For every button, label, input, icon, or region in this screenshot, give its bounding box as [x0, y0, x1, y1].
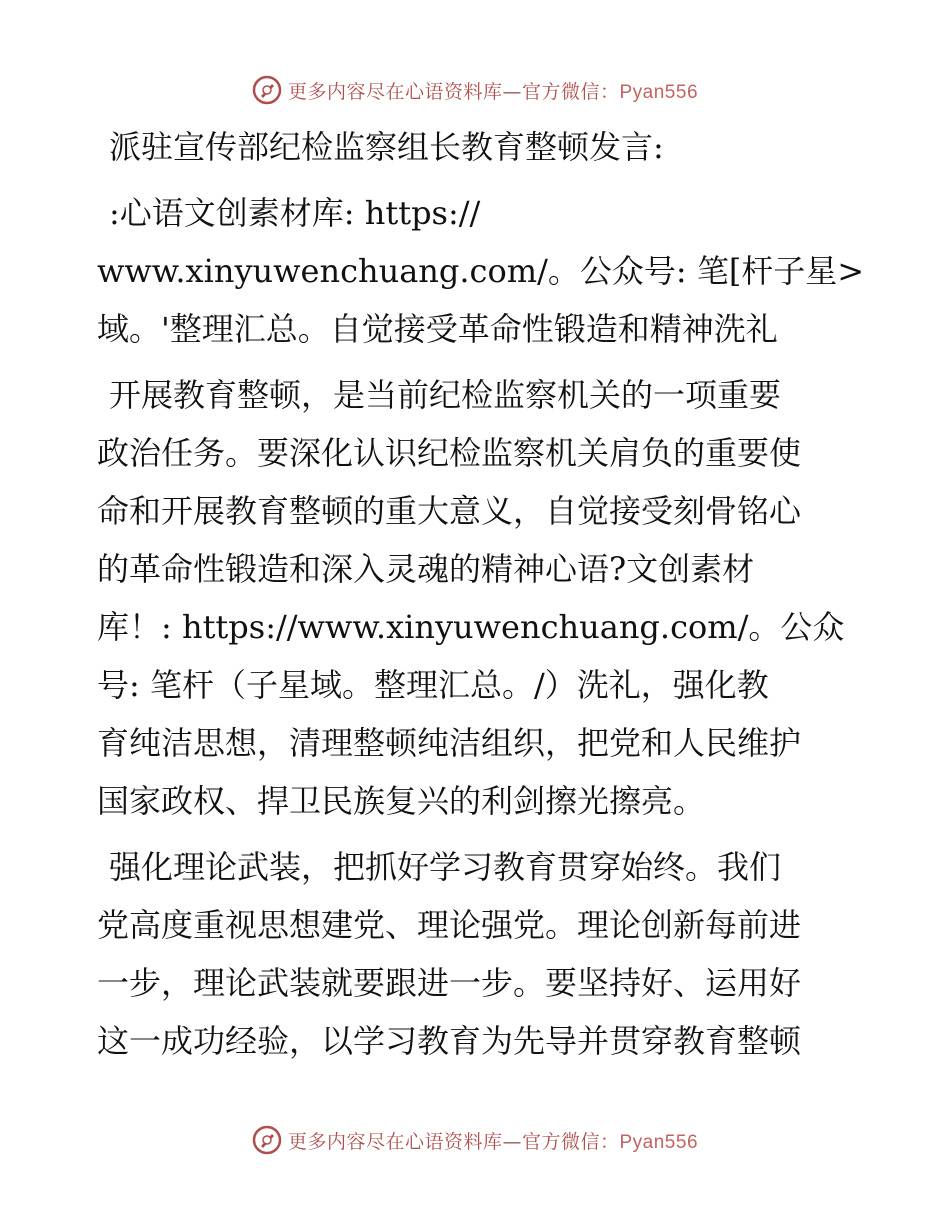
paragraph-line: 这一成功经验，以学习教育为先导并贯穿教育整顿 — [97, 1022, 802, 1060]
paragraph-line: 号: 笔杆（子星域。整理汇总。/）洗礼，强化教 — [97, 666, 769, 704]
paragraph-line: 国家政权、捍卫民族复兴的利剑擦光擦亮。 — [97, 782, 706, 820]
paragraph-line: 一步，理论武装就要跟进一步。要坚持好、运用好 — [97, 964, 802, 1002]
banner-label: 官方微信： — [521, 1130, 620, 1153]
paragraph-2 — [97, 366, 857, 830]
paragraph-line: :心语文创素材库: https:// — [109, 194, 481, 232]
paragraph-line: 库！: https://www.xinyuwenchuang.com/。公众 — [97, 608, 845, 646]
brand-logo-icon — [252, 1125, 282, 1155]
banner-slogan: 更多内容尽在心语资料库 — [287, 80, 503, 103]
banner-label: 官方微信： — [521, 80, 620, 103]
header-banner — [0, 70, 950, 110]
paragraph-line: 育纯洁思想，清理整顿纯洁组织，把党和人民维护 — [97, 724, 802, 762]
paragraph-line: 开展教育整顿，是当前纪检监察机关的一项重要 — [109, 376, 782, 414]
banner-text — [288, 77, 698, 104]
paragraph-line: 域。'整理汇总。自觉接受革命性锻造和精神洗礼 — [97, 310, 778, 348]
banner-separator: — — [502, 1130, 522, 1153]
footer-banner — [0, 1120, 950, 1160]
document-body — [97, 118, 865, 1070]
document-title: 派驻宣传部纪检监察组长教育整顿发言: — [109, 128, 664, 166]
paragraph-line: www.xinyuwenchuang.com/。公众号: 笔[杆子星> — [97, 252, 865, 290]
paragraph-line: 命和开展教育整顿的重大意义，自觉接受刻骨铭心 — [97, 492, 802, 530]
paragraph-line: 强化理论武装，把抓好学习教育贯穿始终。我们 — [109, 848, 782, 886]
banner-separator: — — [502, 80, 522, 103]
paragraph-line: 党高度重视思想建党、理论强党。理论创新每前进 — [97, 906, 802, 944]
paragraph-3 — [97, 838, 857, 1070]
paragraph-line: 的革命性锻造和深入灵魂的精神心语?文创素材 — [97, 550, 755, 588]
banner-text — [288, 1127, 698, 1154]
banner-slogan: 更多内容尽在心语资料库 — [287, 1130, 503, 1153]
brand-logo-icon — [252, 75, 282, 105]
paragraph-line: 政治任务。要深化认识纪检监察机关肩负的重要使 — [97, 434, 802, 472]
banner-handle: Pyan556 — [619, 1131, 699, 1153]
banner-handle: Pyan556 — [619, 81, 699, 103]
paragraph-1 — [97, 184, 865, 358]
